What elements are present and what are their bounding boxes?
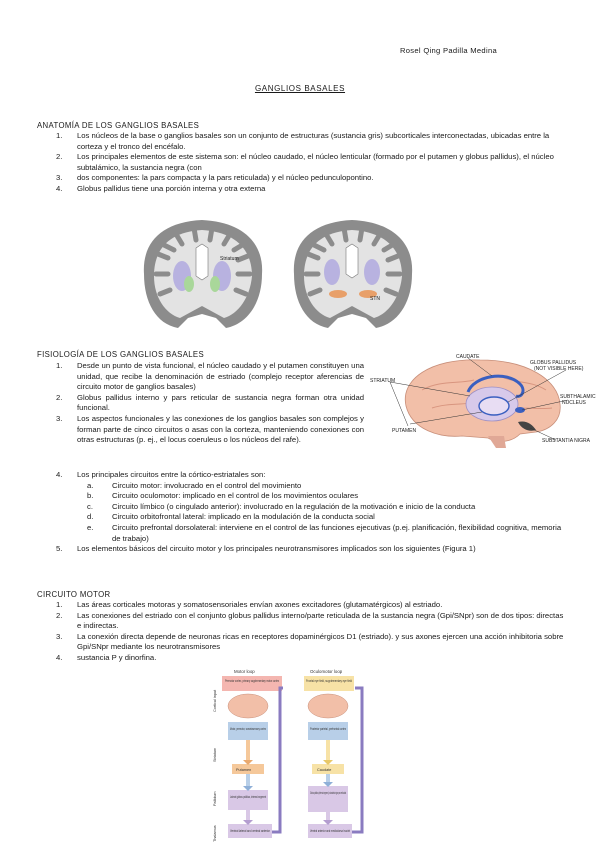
motor-box-1: Motor, premotor, somatosensory cortex bbox=[230, 727, 267, 731]
sublist-text: Circuito motor: involucrado en el control del movimiento bbox=[112, 480, 302, 490]
list-item bbox=[56, 600, 568, 611]
sublist-item bbox=[87, 523, 566, 544]
side-label-cortical: Cortical input bbox=[213, 689, 217, 712]
list-item bbox=[56, 414, 364, 446]
list-item bbox=[56, 184, 561, 195]
oculomotor-loop-column bbox=[304, 676, 362, 838]
list-text: Desde un punto de vista funcional, el núcleo caudado y el putamen constituyen una unidad, que recibe la denominación de estriado (complejo receptor aferencias de circuito motor de ganglios basales) bbox=[77, 361, 364, 392]
list-item bbox=[56, 632, 568, 653]
striatum-label: STRIATUM bbox=[370, 378, 396, 384]
list-text: Las áreas corticales motoras y somatosensoriales envían axones excitadores (glutamatérgicos) al estriado. bbox=[77, 600, 443, 609]
sublist-item bbox=[87, 512, 566, 523]
list-item bbox=[56, 544, 566, 555]
oculomotor-box-1: Posterior parietal, prefrontal cortex bbox=[310, 727, 347, 731]
list-number: 4. bbox=[56, 652, 63, 662]
circuit-sublist bbox=[87, 481, 566, 545]
globus-pallidus-note: (NOT VISIBLE HERE) bbox=[534, 366, 584, 372]
list-item bbox=[56, 173, 561, 184]
sublist-letter: e. bbox=[87, 522, 94, 532]
list-text: Los aspectos funcionales y las conexiones de los ganglios basales son complejos y forman parte de cinco circuitos o asas con la corteza, manteniendo conexiones con otras estructuras (p. ej., el locus coeruleus o los núcleos del rafe). bbox=[77, 413, 364, 445]
sublist-item bbox=[87, 491, 566, 502]
sublist-letter: a. bbox=[87, 480, 94, 490]
list-item bbox=[56, 131, 561, 152]
putamen-label: PUTAMEN bbox=[392, 428, 417, 434]
list-number: 3. bbox=[56, 173, 63, 183]
striatum-label: Striatum bbox=[220, 256, 239, 262]
sublist-text: Circuito límbico (o cingulado anterior): involucrado en la regulación de la motivación e inicio de la conducta bbox=[112, 501, 476, 511]
coronal-brain-figure bbox=[138, 214, 422, 332]
list-item bbox=[56, 611, 568, 632]
globus-pallidus-label: GLOBUS PALLIDUS bbox=[530, 360, 577, 366]
motor-box-4: Ventral lateral and ventral anterior bbox=[230, 829, 271, 833]
list-number: 2. bbox=[56, 152, 63, 162]
motor-box-2: Putamen bbox=[236, 768, 252, 772]
sublist-item bbox=[87, 481, 566, 492]
oculomotor-loop-title: Oculomotor loop bbox=[310, 669, 343, 674]
list-item bbox=[56, 152, 561, 173]
list-text: Globus pallidus tiene una porción interna y otra externa bbox=[77, 183, 266, 193]
sublist-text: Circuito oculomotor: implicado en el control de los movimientos oculares bbox=[112, 491, 359, 501]
right-brain-slice bbox=[294, 220, 412, 328]
list-text: dos componentes: la pars compacta y la pars reticulada) y el núcleo pedunculopontino. bbox=[77, 173, 374, 183]
side-label-thalamus: Thalamus bbox=[213, 825, 217, 842]
list-number: 1. bbox=[56, 361, 63, 370]
motor-circuit-list bbox=[56, 600, 568, 664]
list-text: Los elementos básicos del circuito motor y los principales neurotransmisores implicados son los siguientes (Figura 1) bbox=[77, 544, 476, 554]
motor-circuit-heading: CIRCUITO MOTOR bbox=[37, 590, 111, 599]
side-label-striatum: Striatum bbox=[213, 747, 217, 762]
list-number: 3. bbox=[56, 413, 63, 423]
sagittal-brain-figure bbox=[370, 350, 596, 448]
anatomy-list bbox=[56, 131, 561, 195]
sublist-text: Circuito prefrontal dorsolateral: interviene en el control de las funciones ejecutivas (p.ej. planificación, flexibilidad cognitiva, memoria de trabajo) bbox=[112, 522, 562, 543]
list-text: Los núcleos de la base o ganglios basales son un conjunto de estructuras (sustancia gris) subcorticales interconectadas, ubicadas entre la corteza y el tronco del encéfalo. bbox=[77, 131, 550, 151]
list-number: 4. bbox=[56, 470, 63, 479]
anatomy-heading: ANATOMÍA DE LOS GANGLIOS BASALES bbox=[37, 121, 200, 130]
oculomotor-top-box: Frontal eye field, supplementary eye field bbox=[306, 679, 352, 683]
list-item bbox=[56, 393, 364, 414]
list-number: 1. bbox=[56, 600, 63, 609]
list-text: Los principales elementos de este sistema son: el núcleo caudado, el núcleo lenticular (formado por el putamen y globus pallidus), el núcleo subtalámico, la sustancia negra (con bbox=[77, 152, 554, 172]
physiology-list-part1 bbox=[56, 361, 364, 446]
list-number: 1. bbox=[56, 131, 63, 140]
list-text: La conexión directa depende de neuronas ricas en receptores dopaminérgicos D1 (estriado). y sus axones ejercen una acción inhibitoria sobre Gpi/SNpr mediante los neurotransmisores bbox=[77, 631, 564, 652]
list-item bbox=[56, 470, 566, 544]
side-label-pallidum: Pallidum bbox=[213, 791, 217, 806]
page-title: GANGLIOS BASALES bbox=[254, 84, 346, 93]
substantia-nigra-label: SUBSTANTIA NIGRA bbox=[542, 438, 590, 444]
stn-label: STN bbox=[370, 296, 380, 302]
oculomotor-box-4: Ventral anterior and mediodorsal nuclei bbox=[310, 829, 351, 833]
motor-top-box: Premotor cortex, primary supplementary motor cortex bbox=[225, 679, 280, 683]
nucleus-label: NUCLEUS bbox=[562, 400, 586, 406]
list-number: 4. bbox=[56, 183, 63, 193]
list-text: Globus pallidus interno y pars reticular de sustancia negra forman otra unidad funcional. bbox=[77, 392, 364, 413]
motor-loop-column bbox=[222, 676, 283, 838]
list-number: 5. bbox=[56, 544, 63, 554]
physiology-heading: FISIOLOGÍA DE LOS GANGLIOS BASALES bbox=[37, 350, 205, 359]
author-name: Rosel Qing Padilla Medina bbox=[400, 46, 497, 55]
left-brain-slice bbox=[144, 220, 262, 328]
physiology-list-part2 bbox=[56, 470, 566, 555]
list-item bbox=[56, 653, 568, 664]
oculomotor-box-3: Globus pallidus (internal segment), substantia nigra pars reticulata bbox=[310, 791, 347, 795]
motor-loop-figure bbox=[206, 666, 386, 844]
oculomotor-box-2: Caudate bbox=[317, 768, 332, 772]
motor-box-3: Lateral globus pallidus, internal segment bbox=[230, 795, 267, 799]
sublist-letter: c. bbox=[87, 501, 93, 511]
sublist-text: Circuito orbitofrontal lateral: implicado en la modulación de la conducta social bbox=[112, 512, 375, 522]
sublist-item bbox=[87, 502, 566, 513]
caudate-label: CAUDATE bbox=[456, 354, 480, 360]
motor-loop-title: Motor loop bbox=[234, 669, 255, 674]
subthalamic-label: SUBTHALAMIC bbox=[560, 394, 596, 400]
list-number: 2. bbox=[56, 610, 63, 620]
list-item bbox=[56, 361, 364, 393]
list-number: 3. bbox=[56, 631, 63, 641]
list-text: Los principales circuitos entre la córtico-estriatales son: bbox=[77, 470, 266, 479]
list-text: sustancia P y dinorfina. bbox=[77, 652, 157, 662]
list-number: 2. bbox=[56, 392, 63, 402]
list-text: Las conexiones del estriado con el conjunto globus pallidus interno/parte reticulada de la sustancia negra (Gpi/SNpr) son de dos tipos: directas e indirectas. bbox=[77, 610, 564, 631]
sublist-letter: b. bbox=[87, 491, 94, 501]
sublist-letter: d. bbox=[87, 512, 94, 522]
